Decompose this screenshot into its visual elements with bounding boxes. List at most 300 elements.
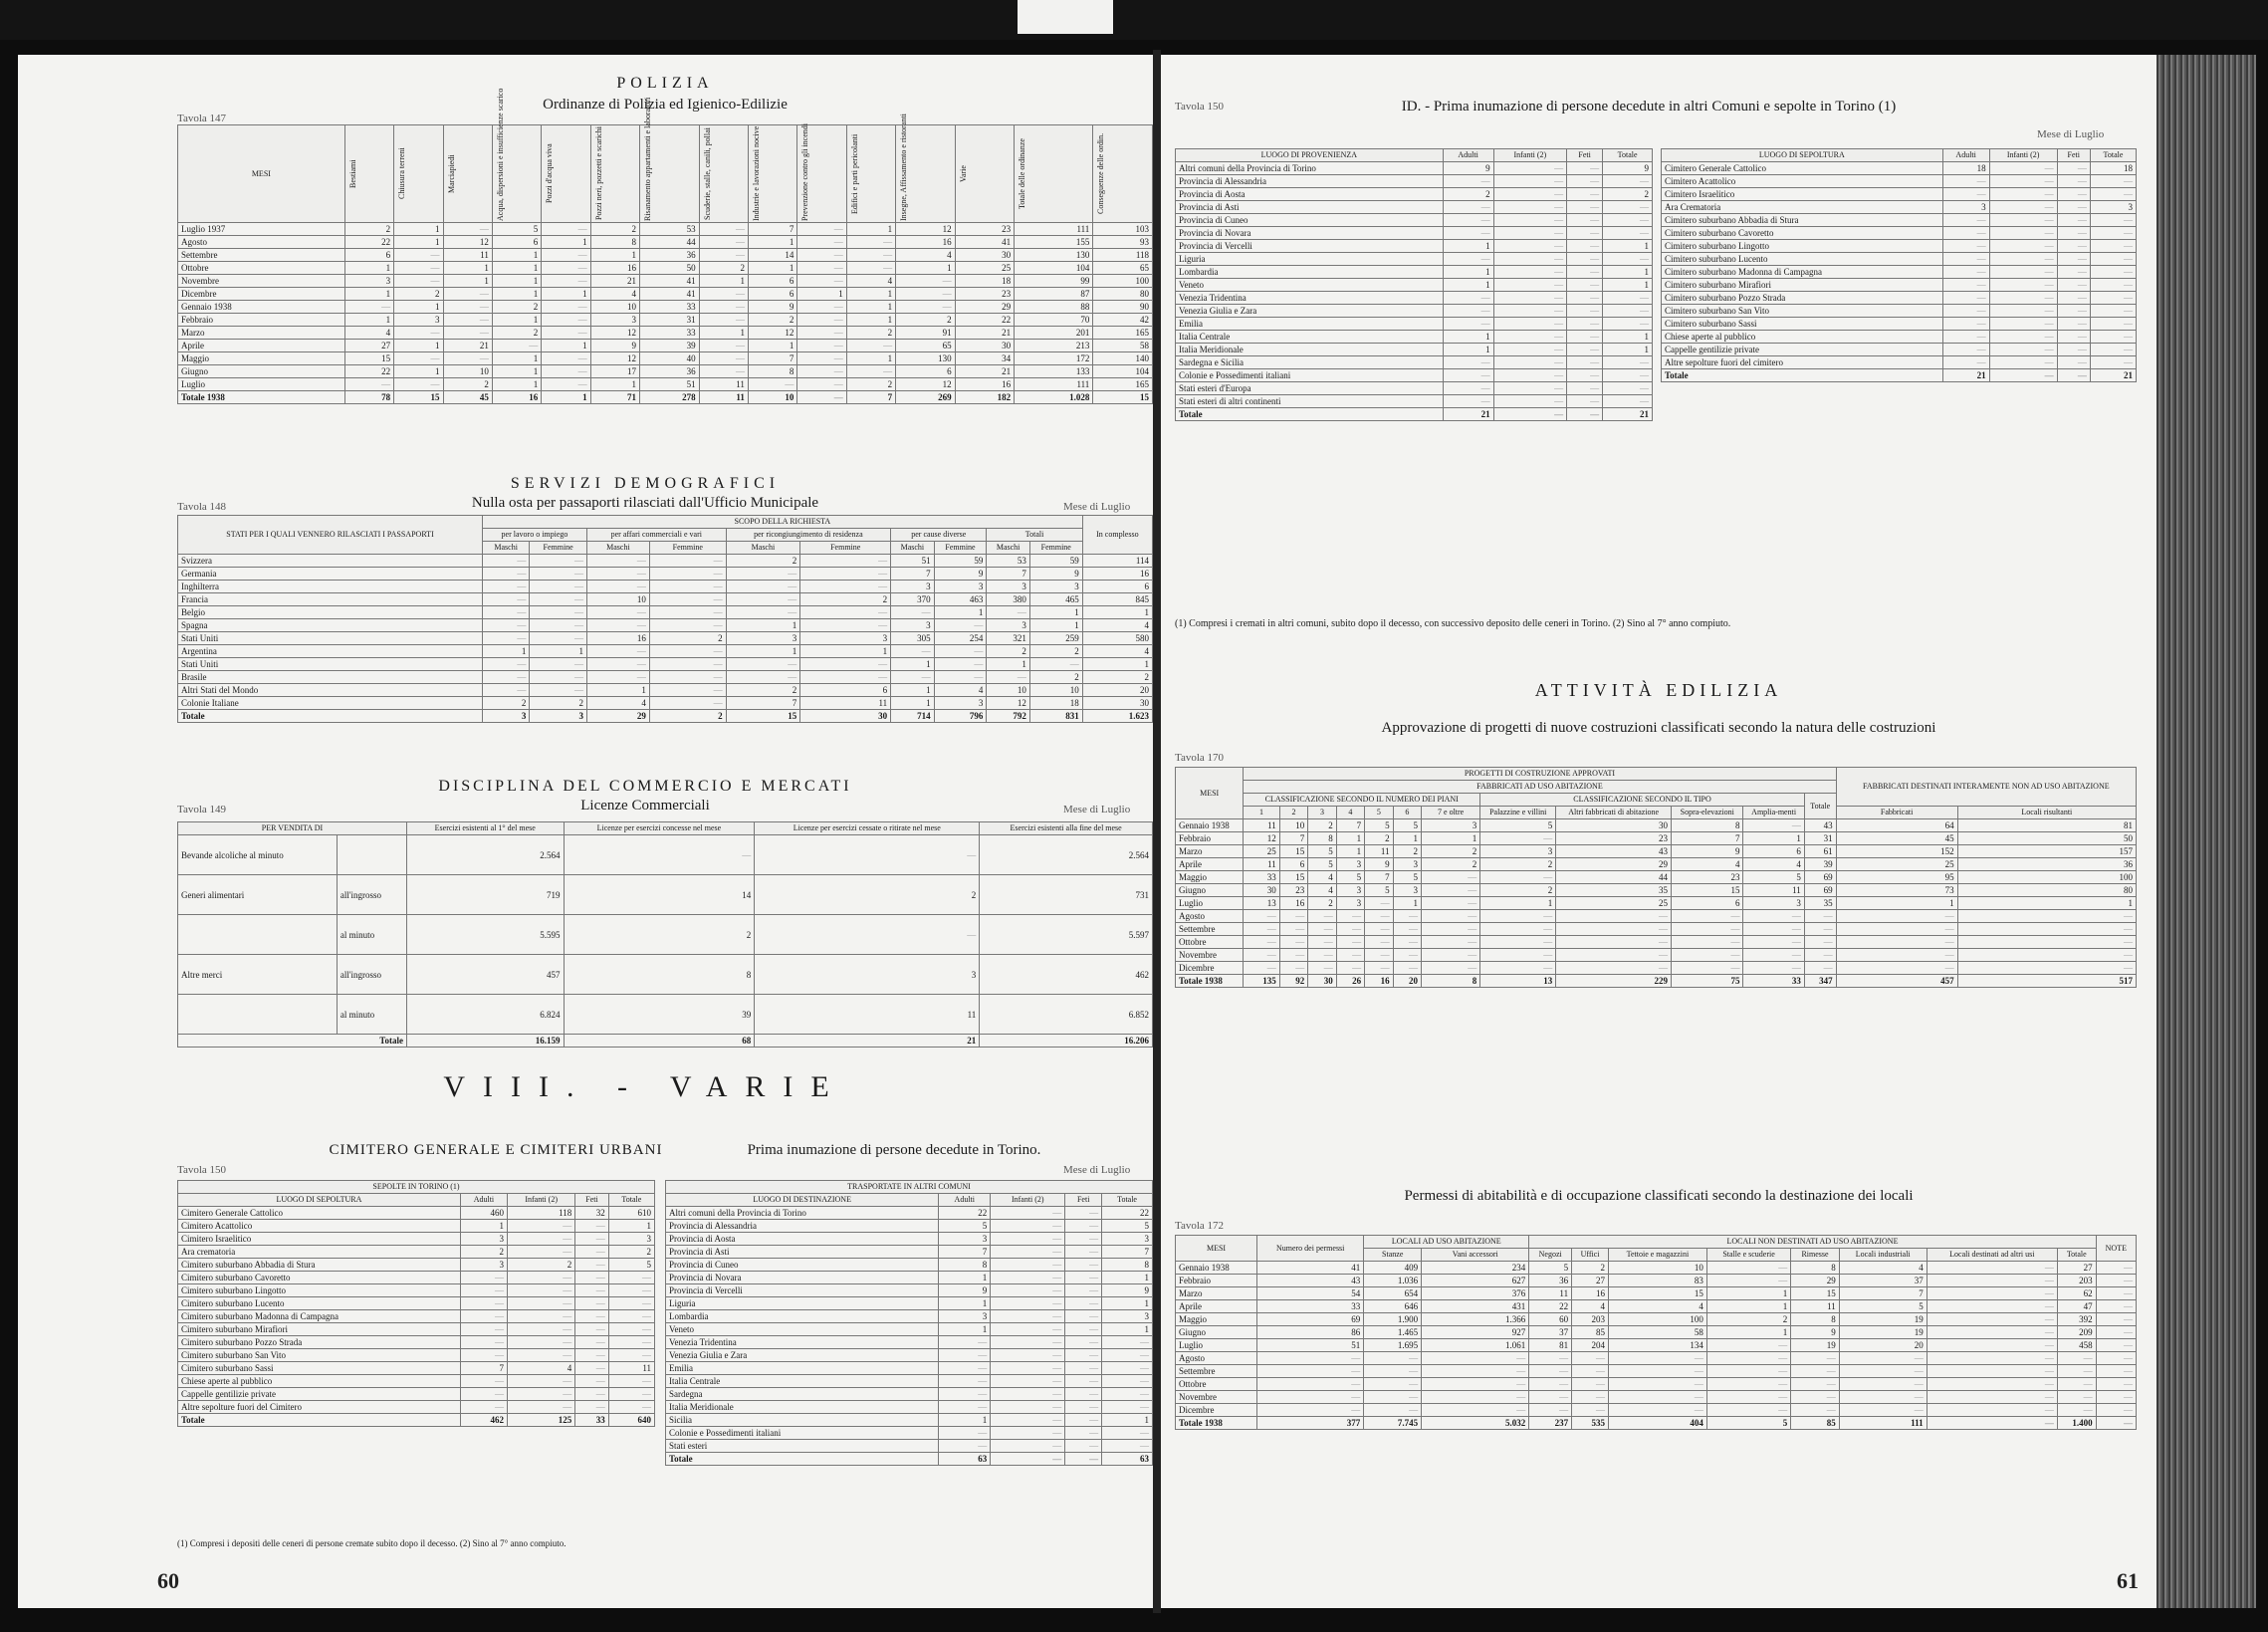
inum-sepoltura-cell: — [2057,279,2090,292]
servizi-cell: — [726,606,800,619]
polizia-cell: — [797,378,846,391]
cim-sepolte-cell: — [508,1323,575,1336]
polizia-cell: Marzo [178,327,345,340]
polizia-total-cell: 269 [896,391,956,404]
attivita-cell: 7 [1279,832,1307,845]
commercio-label [178,915,338,955]
cim-trasportate-cell: — [1102,1362,1153,1375]
permessi-cell: 19 [1839,1313,1927,1326]
inum-provenienza-cell: — [1493,356,1567,369]
attivita-cell: 45 [1836,832,1957,845]
servizi-cell: 20 [1082,684,1152,697]
inum-provenienza-cell: — [1567,188,1603,201]
cim-sepolte-cell: — [508,1246,575,1259]
cim-sepolte-cell: — [575,1220,608,1233]
attivita-cell: 2 [1480,858,1556,871]
cim-trasportate-cell: — [1065,1349,1102,1362]
inum-sepoltura-cell: — [2090,305,2136,318]
polizia-row [178,288,1153,301]
polizia-header-cell [178,125,345,223]
inum-sepoltura-cell: — [2057,292,2090,305]
inum-provenienza-cell: Colonie e Possedimenti italiani [1176,369,1444,382]
inum-provenienza-row [1176,279,1653,292]
attivita-cell: 81 [1957,819,2136,832]
cim-sepolte-header-cell: Infanti (2) [508,1194,575,1207]
permessi-cell: 22 [1529,1300,1572,1313]
inum-sepoltura-cell: 18 [2090,162,2136,175]
servizi-cell: — [987,671,1029,684]
cim-trasportate-cell: — [1065,1297,1102,1310]
polizia-cell: 1 [542,340,590,352]
polizia-cell: 155 [1015,236,1093,249]
commercio-cell: 457 [406,955,564,995]
attivita-cell: 12 [1244,832,1279,845]
attivita-row [1176,819,2137,832]
cim-trasportate-row [666,1349,1153,1362]
servizi-cell: 1 [987,658,1029,671]
servizi-row [178,555,1153,568]
polizia-cell: 33 [640,327,700,340]
cim-sepolte-cell: — [608,1349,654,1362]
inum-provenienza-cell: 1 [1443,279,1493,292]
permessi-cell: 33 [1257,1300,1364,1313]
servizi-cell: — [586,671,649,684]
servizi-cell: Svizzera [178,555,483,568]
polizia-cell: 29 [955,301,1015,314]
inum-provenienza-row [1176,201,1653,214]
polizia-cell: 51 [640,378,700,391]
cim-sepolte-cell: — [608,1284,654,1297]
cim-trasportate-cell: — [991,1284,1065,1297]
polizia-row [178,262,1153,275]
polizia-cell: — [443,327,492,340]
polizia-cell: 1 [492,365,541,378]
cim-trasportate-cell: Provincia di Cuneo [666,1259,939,1272]
polizia-cell: 2 [492,327,541,340]
cim-sepolte-cell: 2 [508,1259,575,1272]
polizia-cell: 6 [492,236,541,249]
permessi-cell: 646 [1364,1300,1422,1313]
inum-provenienza-cell: — [1493,227,1567,240]
servizi-cell: — [800,568,891,581]
servizi-cell: — [800,619,891,632]
servizi-total-cell: 29 [586,710,649,723]
inum-sepoltura-cell: Cimitero Generale Cattolico [1662,162,1943,175]
polizia-cell: 5 [492,223,541,236]
attivita-cell: — [1244,910,1279,923]
cim-trasportate-row [666,1414,1153,1427]
inum-sepoltura-cell: — [1989,227,2057,240]
attivita-total-cell: 13 [1480,975,1556,988]
cim-sepolte-cell: — [608,1336,654,1349]
polizia-row [178,314,1153,327]
inum-provenienza-cell: — [1567,253,1603,266]
cim-trasportate-cell: Provincia di Alessandria [666,1220,939,1233]
cim-sepolte-cell: — [460,1401,507,1414]
polizia-total-cell: 15 [394,391,443,404]
servizi-cell: — [483,581,530,593]
permessi-cell: Agosto [1176,1352,1257,1365]
cim-sepolte-cell: — [460,1272,507,1284]
permessi-cell: — [2096,1287,2136,1300]
permessi-cell: 203 [2057,1275,2096,1287]
cim-trasportate-cell: — [1102,1349,1153,1362]
cim-sepolte-cell: Cimitero suburbano Madonna di Campagna [178,1310,461,1323]
inum-provenienza-cell: 1 [1603,240,1653,253]
polizia-total-cell: 78 [344,391,393,404]
right-page [1161,55,2156,1608]
commercio-header-cell: Licenze per esercizi cessate o ritirate nel mese [755,822,980,835]
polizia-header-cell [699,125,748,223]
inum-provenienza-cell: — [1567,266,1603,279]
attivita-cell: — [1422,936,1480,949]
permessi-row [1176,1300,2137,1313]
servizi-cell: — [649,619,726,632]
cim-sepolte-cell: 3 [460,1233,507,1246]
polizia-cell: Agosto [178,236,345,249]
cim-trasportate-cell: — [1065,1401,1102,1414]
attivita-abit-header: FABBRICATI AD USO ABITAZIONE [1244,781,1836,794]
polizia-header-text: Prevenzione contro gli incendi [800,123,810,221]
servizi-cell: — [530,619,587,632]
inum-sepoltura-cell: — [2090,240,2136,253]
polizia-cell: 22 [344,365,393,378]
polizia-header-cell [394,125,443,223]
permessi-cell: — [2096,1391,2136,1404]
inum-sepoltura-row [1662,201,2137,214]
cim-sepolte-cell: 1 [608,1220,654,1233]
servizi-cell: 4 [934,684,987,697]
servizi-cell: — [483,555,530,568]
inum-sepoltura-cell: — [1989,292,2057,305]
polizia-cell: 10 [590,301,639,314]
servizi-cell: Argentina [178,645,483,658]
servizi-cell: 2 [987,645,1029,658]
inum-provenienza-cell: — [1603,201,1653,214]
inum-sepoltura-cell: — [1989,356,2057,369]
polizia-row [178,275,1153,288]
inum-sepoltura-row [1662,227,2137,240]
polizia-total-cell: 1 [542,391,590,404]
cim-trasportate-header-cell: LUOGO DI DESTINAZIONE [666,1194,939,1207]
inum-provenienza-cell: Altri comuni della Provincia di Torino [1176,162,1444,175]
inum-provenienza-cell: 1 [1443,266,1493,279]
servizi-cell: — [649,606,726,619]
attivita-cell: 3 [1336,858,1364,871]
permessi-cell: 1.061 [1422,1339,1529,1352]
inum-sepoltura-cell: — [2057,253,2090,266]
inum-sepoltura-row [1662,162,2137,175]
permessi-cell: 409 [1364,1262,1422,1275]
polizia-header-text: Edifici e parti pericolanti [849,133,859,214]
inum-provenienza-row [1176,227,1653,240]
polizia-header-text: Chiusura terreni [397,147,407,200]
cim-trasportate-cell: — [991,1207,1065,1220]
cim-trasportate-row [666,1388,1153,1401]
inum-provenienza-cell: Emilia [1176,318,1444,331]
inum-provenienza-cell: — [1603,253,1653,266]
commercio-row [178,995,1153,1035]
commercio-label: Altre merci [178,955,338,995]
attivita-cell: — [1244,949,1279,962]
polizia-header-text: Varie [958,165,968,182]
polizia-header-text: Industrie e lavorazioni nocive [751,125,761,221]
servizi-group-header: per lavoro o impiego [483,529,587,542]
permessi-cell: — [1609,1365,1707,1378]
cim-trasportate-header-cell: Totale [1102,1194,1153,1207]
polizia-cell: 1 [344,314,393,327]
cim-sepolte-row [178,1297,655,1310]
cim-trasportate-cell: 1 [939,1272,991,1284]
permessi-cell: — [1927,1326,2057,1339]
inum-sepoltura-row [1662,292,2137,305]
servizi-cell: — [530,555,587,568]
cim-trasportate-header-row [666,1194,1153,1207]
cim-trasportate-cell: — [939,1440,991,1453]
polizia-total-cell: Totale 1938 [178,391,345,404]
attivita-total-cell: 75 [1672,975,1743,988]
inum-sepoltura-cell: — [2090,331,2136,344]
cim-sepolte-cell: — [608,1388,654,1401]
inum-provenienza-row [1176,356,1653,369]
attivita-row [1176,962,2137,975]
inum-provenienza-cell: 1 [1443,344,1493,356]
polizia-row [178,249,1153,262]
servizi-cell: 1 [934,606,987,619]
inum-sepoltura-cell: 3 [1942,201,1989,214]
attivita-cell: — [1672,962,1743,975]
attivita-header-cell: 2 [1279,807,1307,819]
attivita-cell: — [1556,962,1672,975]
polizia-header-text: Insegne, Affissamento e ristoranti [899,114,909,221]
cim-trasportate-cell: 8 [939,1259,991,1272]
polizia-row [178,340,1153,352]
polizia-header-text: Marciapiedi [446,154,456,193]
attivita-cell: — [1279,949,1307,962]
attivita-cell: 1 [1336,832,1364,845]
commercio-total-row [178,1035,1153,1048]
cim-trasportate-header-cell: Adulti [939,1194,991,1207]
polizia-cell: Ottobre [178,262,345,275]
cim-sepolte-row [178,1388,655,1401]
cim-trasportate-cell: — [991,1401,1065,1414]
inum-provenienza-cell: — [1443,175,1493,188]
cim-trasportate-cell: — [939,1362,991,1375]
inum-sepoltura-cell: — [1989,162,2057,175]
polizia-cell: 1 [492,249,541,262]
servizi-cell: 11 [800,697,891,710]
commercio-row [178,835,1153,875]
attivita-cell: — [1422,897,1480,910]
polizia-header-cell [1015,125,1093,223]
permessi-tavola: Tavola 172 [1175,1220,1225,1232]
cim-trasportate-row [666,1259,1153,1272]
cimitero-footnote: (1) Compresi i depositi delle ceneri di persone cremate subito dopo il decesso. (2) Sino al 7° anno compiuto. [177,1538,567,1548]
polizia-cell: 16 [896,236,956,249]
polizia-cell: 16 [955,378,1015,391]
permessi-row [1176,1275,2137,1287]
attivita-header-cell: 6 [1393,807,1421,819]
polizia-cell: 21 [955,365,1015,378]
servizi-row [178,593,1153,606]
permessi-cell: — [1529,1404,1572,1417]
servizi-cell: 380 [987,593,1029,606]
cim-sepolte-header-cell: Totale [608,1194,654,1207]
polizia-cell: — [394,275,443,288]
attivita-cell: 2 [1422,858,1480,871]
attivita-cell: — [1336,923,1364,936]
cim-trasportate-cell: Venezia Tridentina [666,1336,939,1349]
servizi-cell: — [726,658,800,671]
permessi-total-cell: — [1927,1417,2057,1430]
inum-provenienza-header-row [1176,149,1653,162]
polizia-cell: — [542,262,590,275]
permessi-cell: Novembre [1176,1391,1257,1404]
attivita-cell: 35 [1556,884,1672,897]
inum-sepoltura-cell: — [2057,201,2090,214]
servizi-cell: Germania [178,568,483,581]
attivita-cell: — [1308,936,1336,949]
polizia-cell: 201 [1015,327,1093,340]
inum-sepoltura-cell: — [1942,175,1989,188]
attivita-cell: 30 [1244,884,1279,897]
inum-sepoltura-row [1662,188,2137,201]
commercio-cell: 2.564 [406,835,564,875]
servizi-cell: — [530,684,587,697]
permessi-cell: — [1791,1391,1839,1404]
cim-sepolte-cell: — [608,1310,654,1323]
polizia-cell: 10 [443,365,492,378]
servizi-cell: 114 [1082,555,1152,568]
permessi-cell: — [2057,1404,2096,1417]
permessi-numero-header: Numero dei permessi [1257,1236,1364,1262]
cim-sepolte-group-row [178,1181,655,1194]
polizia-cell: — [896,288,956,301]
polizia-header-cell [590,125,639,223]
cim-sepolte-row [178,1246,655,1259]
commercio-cell: 6.852 [980,995,1153,1035]
permessi-cell: — [1529,1352,1572,1365]
polizia-cell: Febbraio [178,314,345,327]
polizia-header-text: Risanamento appartamenti e laboratori [643,97,653,221]
cim-sepolte-cell: — [575,1401,608,1414]
servizi-cell: 6 [800,684,891,697]
inum-sepoltura-cell: Cappelle gentilizie private [1662,344,1943,356]
inum-provenienza-cell: — [1567,227,1603,240]
polizia-total-cell: 11 [699,391,748,404]
attivita-cell: — [1556,949,1672,962]
attivita-group-header: PROGETTI DI COSTRUZIONE APPROVATI [1244,768,1836,781]
cim-sepolte-cell: — [460,1349,507,1362]
commercio-cell: — [755,915,980,955]
permessi-header-cell: Locali destinati ad altri usi [1927,1249,2057,1262]
attivita-row [1176,910,2137,923]
inum-sepoltura-cell: — [1942,227,1989,240]
attivita-header-cell: 7 e oltre [1422,807,1480,819]
attivita-totale-header: Totale [1804,794,1836,819]
cim-trasportate-total-cell: — [991,1453,1065,1466]
commercio-cell: 462 [980,955,1153,995]
polizia-cell: — [492,340,541,352]
permessi-cell: — [1609,1404,1707,1417]
servizi-cell: 1 [891,658,934,671]
inum-provenienza-total-cell: 21 [1603,408,1653,421]
cim-sepolte-cell: Cimitero suburbano Cavoretto [178,1272,461,1284]
polizia-cell: 27 [344,340,393,352]
inum-provenienza-row [1176,382,1653,395]
polizia-cell: — [797,365,846,378]
attivita-cell: 3 [1743,897,1804,910]
cim-trasportate-cell: Lombardia [666,1310,939,1323]
servizi-cell: 3 [987,619,1029,632]
servizi-cell: — [726,593,800,606]
permessi-cell: Ottobre [1176,1378,1257,1391]
permessi-cell: 8 [1791,1313,1839,1326]
polizia-cell: 1 [846,223,895,236]
cim-sepolte-row [178,1207,655,1220]
servizi-maschi-header: Maschi [987,542,1029,555]
servizi-cell: 1 [726,645,800,658]
inum-provenienza-cell: — [1603,305,1653,318]
inum-provenienza-cell: Provincia di Cuneo [1176,214,1444,227]
attivita-cell: — [1365,936,1393,949]
inum-provenienza-row [1176,344,1653,356]
servizi-total-cell: 792 [987,710,1029,723]
servizi-cell: 4 [1082,645,1152,658]
polizia-cell: — [699,301,748,314]
attivita-cell: 157 [1957,845,2136,858]
inum-provenienza-cell: — [1493,188,1567,201]
servizi-cell: 3 [934,581,987,593]
commercio-cell: 2.564 [980,835,1153,875]
polizia-row [178,365,1153,378]
permessi-cell: — [2057,1378,2096,1391]
permessi-cell: — [1364,1404,1422,1417]
polizia-cell: 1 [699,275,748,288]
cim-trasportate-cell: — [991,1362,1065,1375]
cim-trasportate-cell: — [991,1233,1065,1246]
polizia-header-cell [1093,125,1153,223]
cim-trasportate-cell: — [1102,1401,1153,1414]
attivita-cell: 11 [1244,819,1279,832]
permessi-cell: 4 [1609,1300,1707,1313]
left-page-number: 60 [157,1568,179,1593]
inum-sepoltura-cell: — [2057,356,2090,369]
attivita-cell: — [1836,910,1957,923]
cim-trasportate-cell: 22 [939,1207,991,1220]
cim-trasportate-cell: — [1102,1336,1153,1349]
commercio-total-cell: 16.159 [406,1035,564,1048]
cim-trasportate-cell: — [991,1297,1065,1310]
polizia-cell: 25 [955,262,1015,275]
polizia-cell: — [699,352,748,365]
permessi-cell: — [1572,1391,1609,1404]
servizi-total-cell: 3 [483,710,530,723]
servizi-total-row [178,710,1153,723]
inum-provenienza-cell: Lombardia [1176,266,1444,279]
polizia-cell: 3 [394,314,443,327]
polizia-cell: 30 [955,249,1015,262]
cim-sepolte-row [178,1272,655,1284]
permessi-cell: 41 [1257,1262,1364,1275]
permessi-cell: — [1529,1391,1572,1404]
inum-sepoltura-cell: — [1942,344,1989,356]
servizi-cell: Stati Uniti [178,658,483,671]
permessi-cell: — [1839,1404,1927,1417]
servizi-cell: 370 [891,593,934,606]
attivita-cell: 35 [1804,897,1836,910]
cim-trasportate-cell: 3 [939,1233,991,1246]
